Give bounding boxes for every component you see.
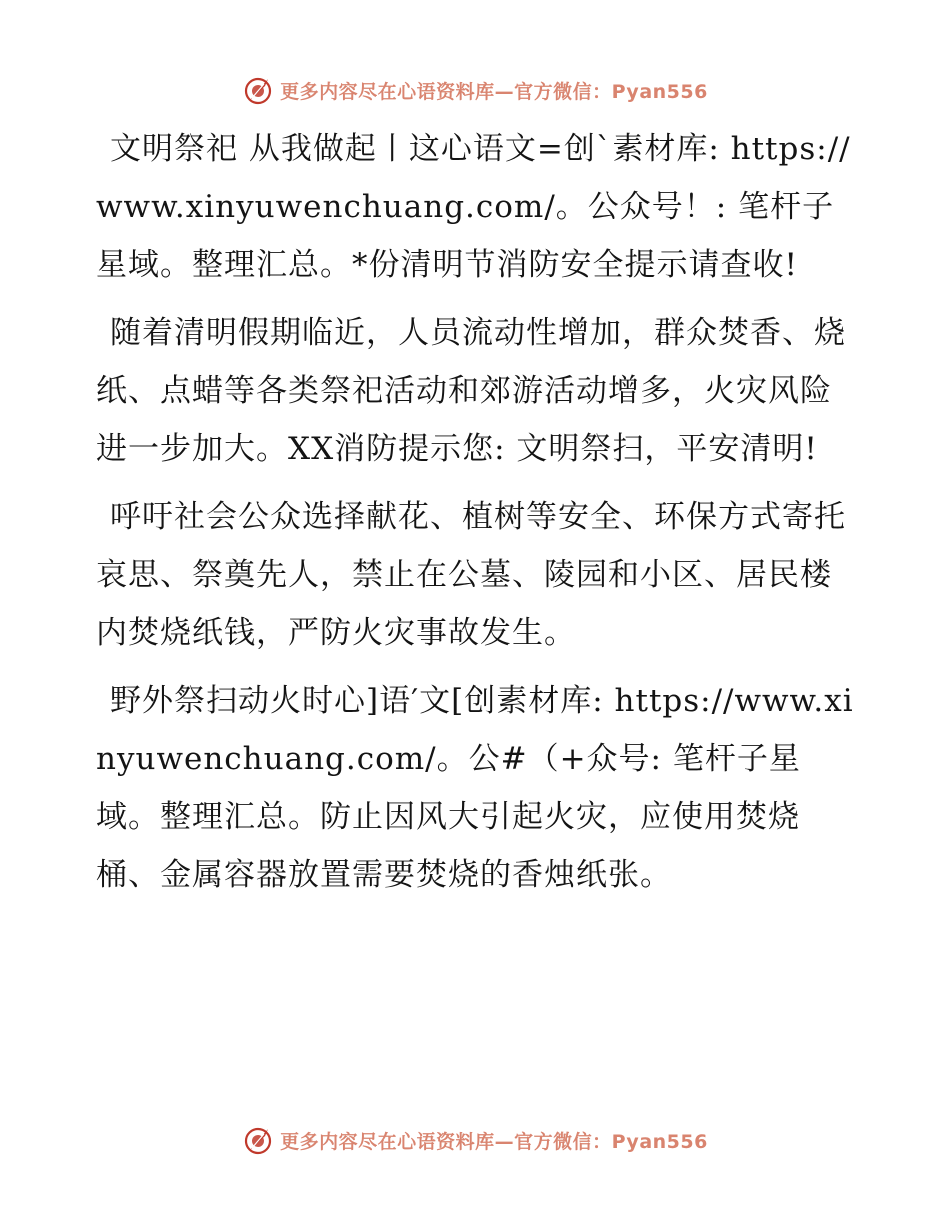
paragraph-outdoor-fire: 野外祭扫动火时心]语′文[创素材库: https://www.xinyuwenchuang.com/。公#（+众号: 笔杆子星域。整理汇总。防止因风大引起火灾，应使用焚烧桶、金属容器放置需要焚烧的香烛纸张。	[96, 683, 854, 893]
footer-banner	[0, 1118, 950, 1162]
paragraph-appeal: 呼吁社会公众选择献花、植树等安全、环保方式寄托哀思、祭奠先人，禁止在公墓、陵园和小区、居民楼内焚烧纸钱，严防火灾事故发生。	[96, 499, 846, 651]
quill-logo-icon	[242, 74, 274, 106]
header-tagline: 更多内容尽在心语资料库—官方微信：Pyan556	[280, 80, 708, 103]
paragraph-risk-notice: 随着清明假期临近，人员流动性增加，群众焚香、烧纸、点蜡等各类祭祀活动和郊游活动增多，火灾风险进一步加大。XX消防提示您: 文明祭扫，平安清明!	[96, 315, 846, 467]
footer-tagline: 更多内容尽在心语资料库—官方微信：Pyan556	[280, 1130, 708, 1153]
quill-logo-icon	[242, 1124, 274, 1156]
document-body	[96, 120, 856, 914]
header-banner	[0, 68, 950, 112]
paragraph-intro: 文明祭祀 从我做起丨这心语文=创`素材库: https://www.xinyuwenchuang.com/。公众号！: 笔杆子星域。整理汇总。*份清明节消防安全提示请查收!	[96, 131, 851, 283]
